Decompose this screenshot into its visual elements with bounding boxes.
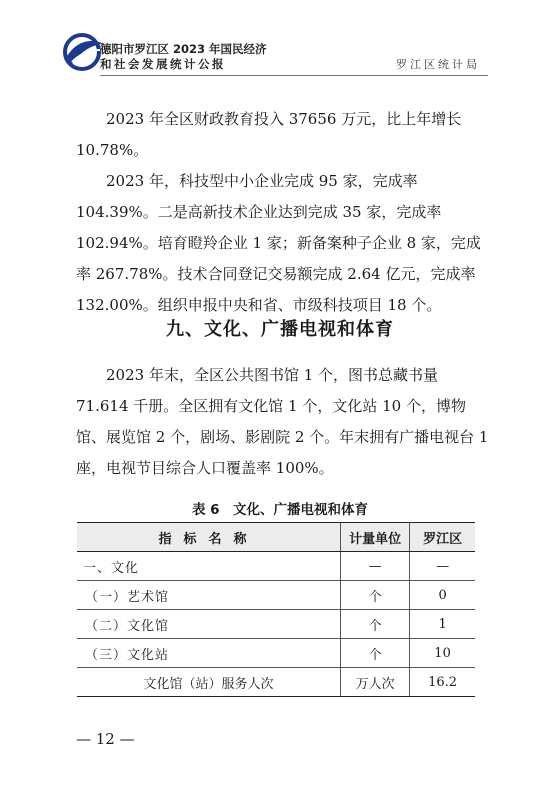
- row-value: 16.2: [410, 668, 475, 697]
- culture-table: [77, 522, 475, 697]
- table-row: [77, 552, 475, 581]
- header-title-line1: 德阳市罗江区 2023 年国民经济: [100, 42, 267, 56]
- row-unit: 个: [340, 610, 409, 639]
- paragraph-education: 2023 年全区财政教育投入 37656 万元，比上年增长 10.78%。: [76, 110, 462, 159]
- table-caption: 表 6 文化、广播电视和体育: [191, 502, 369, 518]
- section-title: 九、文化、广播电视和体育: [166, 319, 394, 340]
- row-value: 0: [410, 581, 475, 610]
- table-row: [77, 581, 475, 610]
- header-bureau-label: 罗江区统计局: [396, 58, 480, 71]
- row-value: —: [410, 552, 475, 581]
- paragraph-technology: 2023 年，科技型中小企业完成 95 家，完成率 104.39%。二是高新技术企业达到完成 35 家，完成率 102.94%。培育瞪羚企业 1 家；新备案种子企业 8 家，完成率 267.78%。技术合同登记交易额完成 2.64 亿元，完成率 132.00%。组织申报中央和省、市级科技项目 18 个。: [76, 172, 481, 314]
- header-title: [100, 42, 267, 72]
- table-row: [77, 668, 475, 697]
- header-unit: 计量单位: [340, 523, 409, 552]
- row-name: 一、文化: [77, 552, 340, 581]
- row-name: （一）艺术馆: [77, 581, 340, 610]
- header-luojiang: 罗江区: [410, 523, 475, 552]
- table-row: [77, 639, 475, 668]
- page-header: [0, 0, 560, 80]
- paragraph-culture: 2023 年末，全区公共图书馆 1 个，图书总藏书量 71.614 千册。全区拥有文化馆 1 个，文化站 10 个，博物馆、展览馆 2 个，剧场、影剧院 2 个。年末拥有广播电视台 1 座，电视节目综合人口覆盖率 100%。: [76, 366, 489, 477]
- row-name: （二）文化馆: [77, 610, 340, 639]
- table-header-row: [77, 523, 475, 552]
- row-unit: —: [340, 552, 409, 581]
- page-number: — 12 —: [76, 730, 135, 748]
- header-indicator-name: 指标名称: [77, 523, 340, 552]
- row-unit: 万人次: [340, 668, 409, 697]
- row-unit: 个: [340, 581, 409, 610]
- table-row: [77, 610, 475, 639]
- row-value: 1: [410, 610, 475, 639]
- header-title-line2: 和社会发展统计公报: [100, 57, 226, 71]
- row-name: （三）文化站: [77, 639, 340, 668]
- row-value: 10: [410, 639, 475, 668]
- row-name: 文化馆（站）服务人次: [77, 668, 340, 697]
- header-divider: [100, 75, 488, 76]
- row-unit: 个: [340, 639, 409, 668]
